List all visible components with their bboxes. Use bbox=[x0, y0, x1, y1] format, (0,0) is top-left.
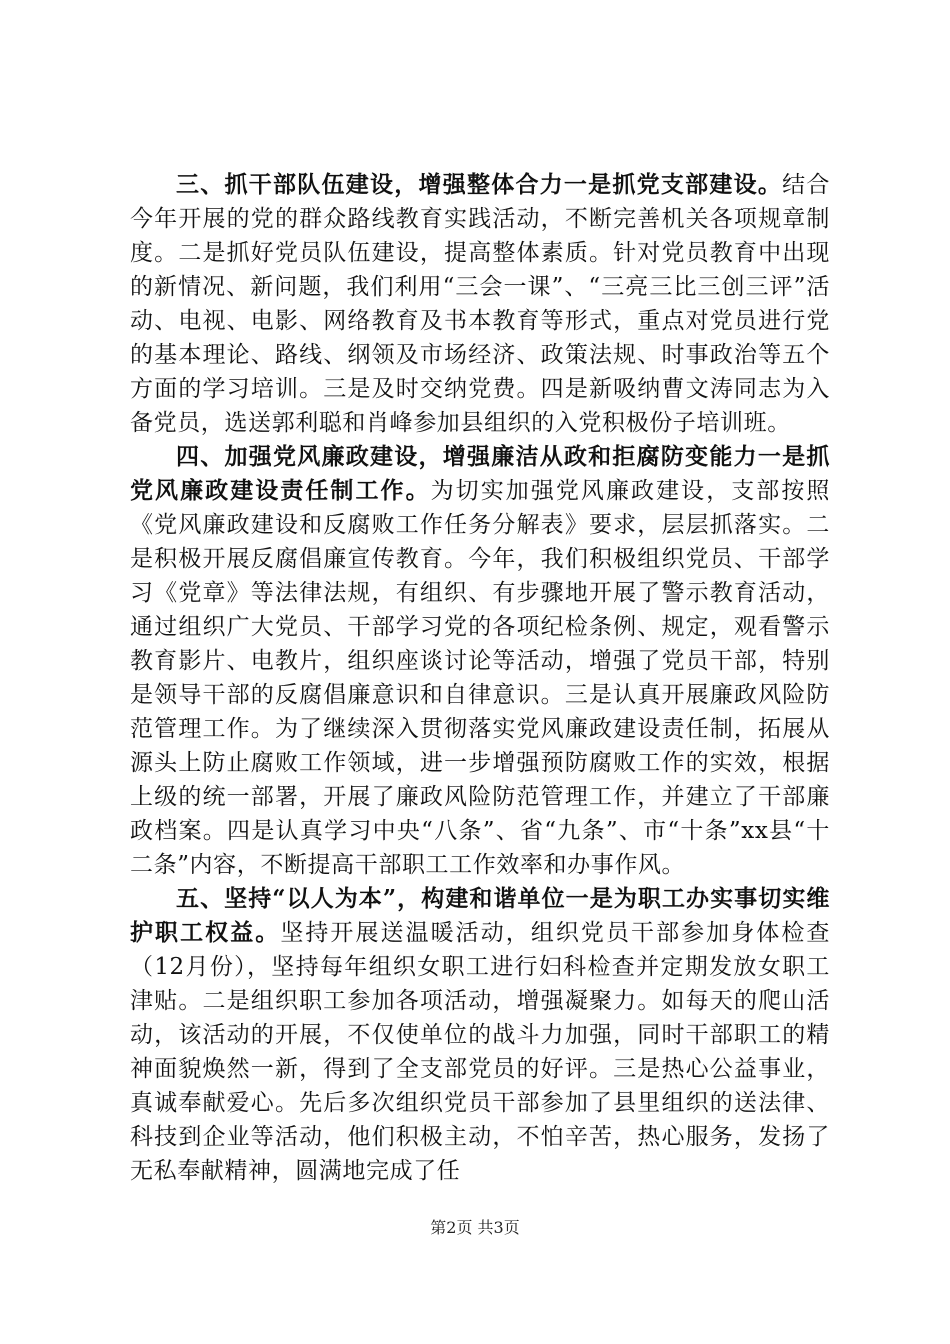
paragraph-cadre-building bbox=[130, 168, 830, 440]
paragraph-heading: 三、抓干部队伍建设，增强整体合力一是抓党支部建设。 bbox=[176, 171, 783, 198]
document-body bbox=[130, 168, 830, 1188]
paragraph-text: 为切实加强党风廉政建设，支部按照《党风廉政建设和反腐败工作任务分解表》要求，层层抓落实。二是积极开展反腐倡廉宣传教育。今年，我们积极组织党员、干部学习《党章》等法律法规，有组织、有步骤地开展了警示教育活动，通过组织广大党员、干部学习党的各项纪检条例、规定，观看警示教育影片、电教片，组织座谈讨论等活动，增强了党员干部，特别是领导干部的反腐倡廉意识和自律意识。三是认真开展廉政风险防范管理工作。为了继续深入贯彻落实党风廉政建设责任制，拓展从源头上防止腐败工作领域，进一步增强预防腐败工作的实效，根据上级的统一部署，开展了廉政风险防范管理工作，并建立了干部廉政档案。四是认真学习中央“八条”、省“九条”、市“十条”xx县“十二条”内容，不断提高干部职工工作效率和办事作风。 bbox=[130, 478, 830, 878]
paragraph-text: 坚持开展送温暖活动，组织党员干部参加身体检查（12月份），坚持每年组织女职工进行妇科检查并定期发放女职工津贴。二是组织职工参加各项活动，增强凝聚力。如每天的爬山活动，该活动的开展，不仅使单位的战斗力加强，同时干部职工的精神面貌焕然一新，得到了全支部党员的好评。三是热心公益事业，真诚奉献爱心。先后多次组织党员干部参加了县里组织的送法律、科技到企业等活动，他们积极主动，不怕辛苦，热心服务，发扬了无私奉献精神，圆满地完成了任 bbox=[130, 920, 830, 1184]
paragraph-text: 结合今年开展的党的群众路线教育实践活动，不断完善机关各项规章制度。二是抓好党员队伍建设，提高整体素质。针对党员教育中出现的新情况、新问题，我们利用“三会一课”、“三亮三比三创三评”活动、电视、电影、网络教育及书本教育等形式，重点对党员进行党的基本理论、路线、纲领及市场经济、政策法规、时事政治等五个方面的学习培训。三是及时交纳党费。四是新吸纳曹文涛同志为入备党员，选送郭利聪和肖峰参加县组织的入党积极份子培训班。 bbox=[130, 172, 831, 436]
page-number-footer: 第2页 共3页 bbox=[430, 1218, 520, 1237]
paragraph-heading: 四、加强党风廉政建设，增强廉洁从政和拒腐防变能力一是抓党风廉政建设责任制工作。 bbox=[130, 443, 830, 504]
paragraph-heading: 五、坚持“以人为本”，构建和谐单位一是为职工办实事切实维护职工权益。 bbox=[130, 885, 830, 946]
paragraph-anti-corruption bbox=[130, 440, 830, 882]
paragraph-people-oriented bbox=[130, 882, 830, 1188]
